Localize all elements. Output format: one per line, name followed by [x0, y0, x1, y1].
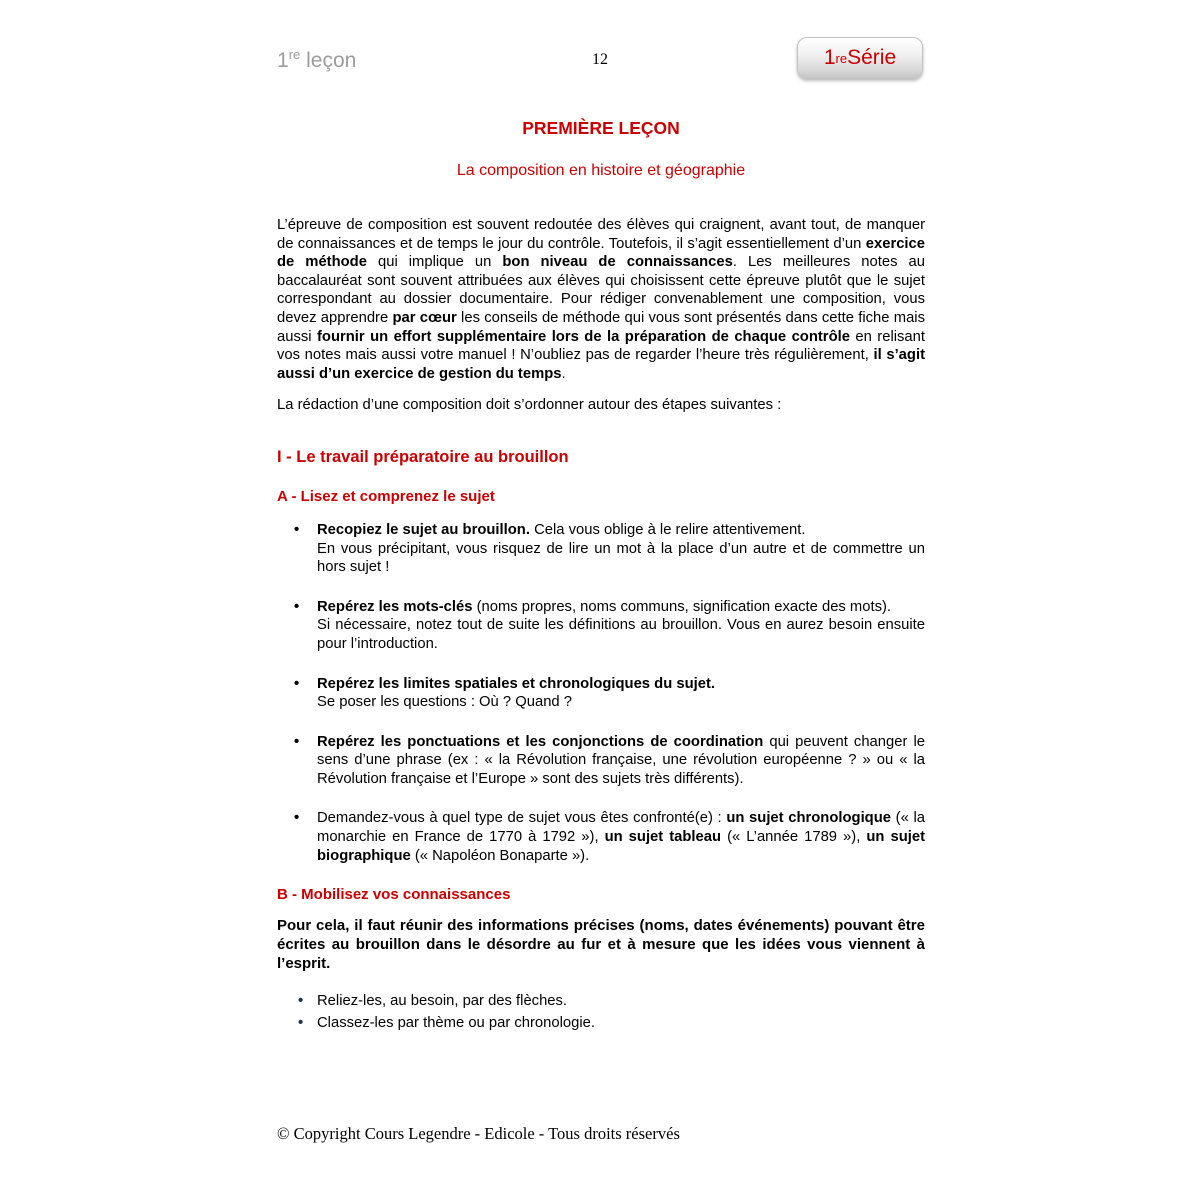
blue-bullet-reliez: • Reliez-les, au besoin, par des flèches.	[277, 991, 925, 1011]
series-ordinal-suffix: re	[835, 50, 848, 66]
lesson-number: 1	[277, 49, 289, 72]
subsection-b-bullet-list	[277, 991, 925, 1033]
series-number: 1	[823, 46, 836, 69]
steps-intro-line: La rédaction d’une composition doit s’ordonner autour des étapes suivantes :	[277, 397, 782, 414]
intro-paragraph: L’épreuve de composition est souvent redoutée des élèves qui craignent, avant tout, de manquer de connaissances et de temps le jour du contrôle. Toutefois, il s’agit essentiellement d’un exercice de méthode qui implique un bon niveau de connaissances. Les meilleures notes au baccalauréat sont souvent attribuées aux élèves qui choisissent cette épreuve plutôt que le sujet correspondant au dossier documentaire. Pour rédiger convenablement une composition, vous devez apprendre par cœur les conseils de méthode qui vous sont présentés dans cette fiche mais aussi fournir un effort supplémentaire lors de la préparation de chaque contrôle en relisant vos notes mais aussi votre manuel ! N’oubliez pas de regarder l’heure très régulièrement, il s’agit aussi d’un exercice de gestion du temps.	[277, 217, 930, 382]
lesson-word: leçon	[300, 49, 357, 72]
bullet-item-limites: • Repérez les limites spatiales et chronologiques du sujet. Se poser les questions : Où ? Quand ?	[277, 675, 925, 712]
subsection-b-intro: Pour cela, il faut réunir des informations précises (noms, dates événements) pouvant être écrites au brouillon dans le désordre au fur et à mesure que les idées vous viennent à l’esprit.	[277, 917, 925, 973]
page-title: PREMIÈRE LEÇON	[522, 118, 680, 138]
lesson-ordinal-suffix: re	[288, 47, 301, 62]
subsection-b-heading: B - Mobilisez vos connaissances	[277, 886, 511, 904]
document-body	[277, 0, 930, 1035]
bullet-item-ponctuations: • Repérez les ponctuations et les conjonctions de coordination qui peuvent changer le sens d’une phrase (ex : « la Révolution française, une révolution européenne ? » ou « la Révolution française et l’Europe » sont des sujets très différents).	[277, 733, 925, 789]
subsection-a-bullet-list	[277, 521, 930, 865]
section-1-heading: I - Le travail préparatoire au brouillon	[277, 447, 569, 466]
copyright-footer: © Copyright Cours Legendre - Edicole - Tous droits réservés	[277, 1124, 680, 1143]
bullet-item-recopiez: • Recopiez le sujet au brouillon. Cela vous oblige à le relire attentivement. En vous précipitant, vous risquez de lire un mot à la place d’un autre et de commettre un hors sujet !	[277, 521, 925, 577]
blue-bullet-classez: • Classez-les par thème ou par chronologie.	[277, 1013, 925, 1033]
bullet-item-mots-cles: • Repérez les mots-clés (noms propres, noms communs, signification exacte des mots). Si nécessaire, notez tout de suite les définitions au brouillon. Vous en aurez besoin ensuite pour l’introduction.	[277, 598, 925, 654]
series-word: Série	[847, 46, 897, 69]
bullet-item-type-de-sujet: • Demandez-vous à quel type de sujet vous êtes confronté(e) : un sujet chronologique (« la monarchie en France de 1770 à 1792 »), un sujet tableau (« L’année 1789 »), un sujet biographique (« Napoléon Bonaparte »).	[277, 809, 925, 865]
page-subtitle: La composition en histoire et géographie	[456, 162, 746, 179]
subsection-a-heading: A - Lisez et comprenez le sujet	[277, 487, 495, 505]
page-number: 12	[592, 51, 608, 68]
